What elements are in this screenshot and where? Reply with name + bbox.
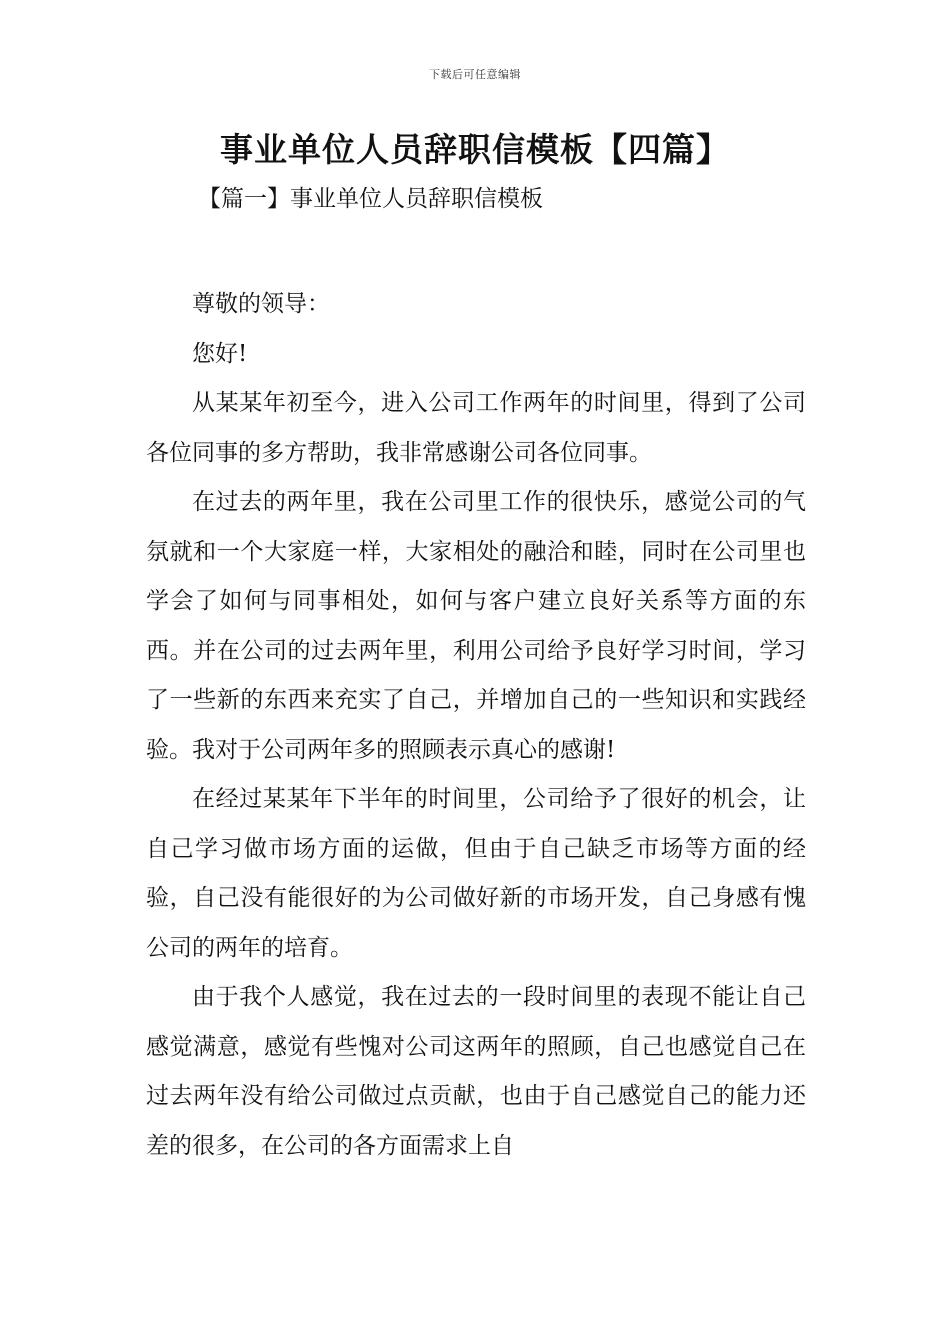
document-title: 事业单位人员辞职信模板【四篇】 — [220, 130, 730, 169]
letter-paragraph: 从某某年初至今，进入公司工作两年的时间里，得到了公司各位同事的多方帮助，我非常感谢公司各位同事。 — [146, 390, 806, 466]
letter-greeting: 您好! — [192, 340, 248, 367]
section-subtitle: 【篇一】事业单位人员辞职信模板 — [198, 186, 543, 212]
header-note: 下载后可任意编辑 — [429, 68, 521, 81]
letter-body — [146, 280, 806, 1171]
letter-paragraph: 在过去的两年里，我在公司里工作的很快乐，感觉公司的气氛就和一个大家庭一样，大家相处的融洽和睦，同时在公司里也学会了如何与同事相处，如何与客户建立良好关系等方面的东西。并在公司的过去两年里，利用公司给予良好学习时间，学习了一些新的东西来充实了自己，并增加自己的一些知识和实践经验。我对于公司两年多的照顾表示真心的感谢! — [146, 489, 806, 763]
letter-salutation: 尊敬的领导： — [192, 291, 330, 317]
letter-paragraph: 由于我个人感觉，我在过去的一段时间里的表现不能让自己感觉满意，感觉有些愧对公司这两年的照顾，自己也感觉自己在过去两年没有给公司做过点贡献，也由于自己感觉自己的能力还差的很多，在公司的各方面需求上自 — [146, 984, 806, 1159]
letter-paragraph: 在经过某某年下半年的时间里，公司给予了很好的机会，让自己学习做市场方面的运做，但由于自己缺乏市场等方面的经验，自己没有能很好的为公司做好新的市场开发，自己身感有愧公司的两年的培育。 — [146, 786, 806, 961]
